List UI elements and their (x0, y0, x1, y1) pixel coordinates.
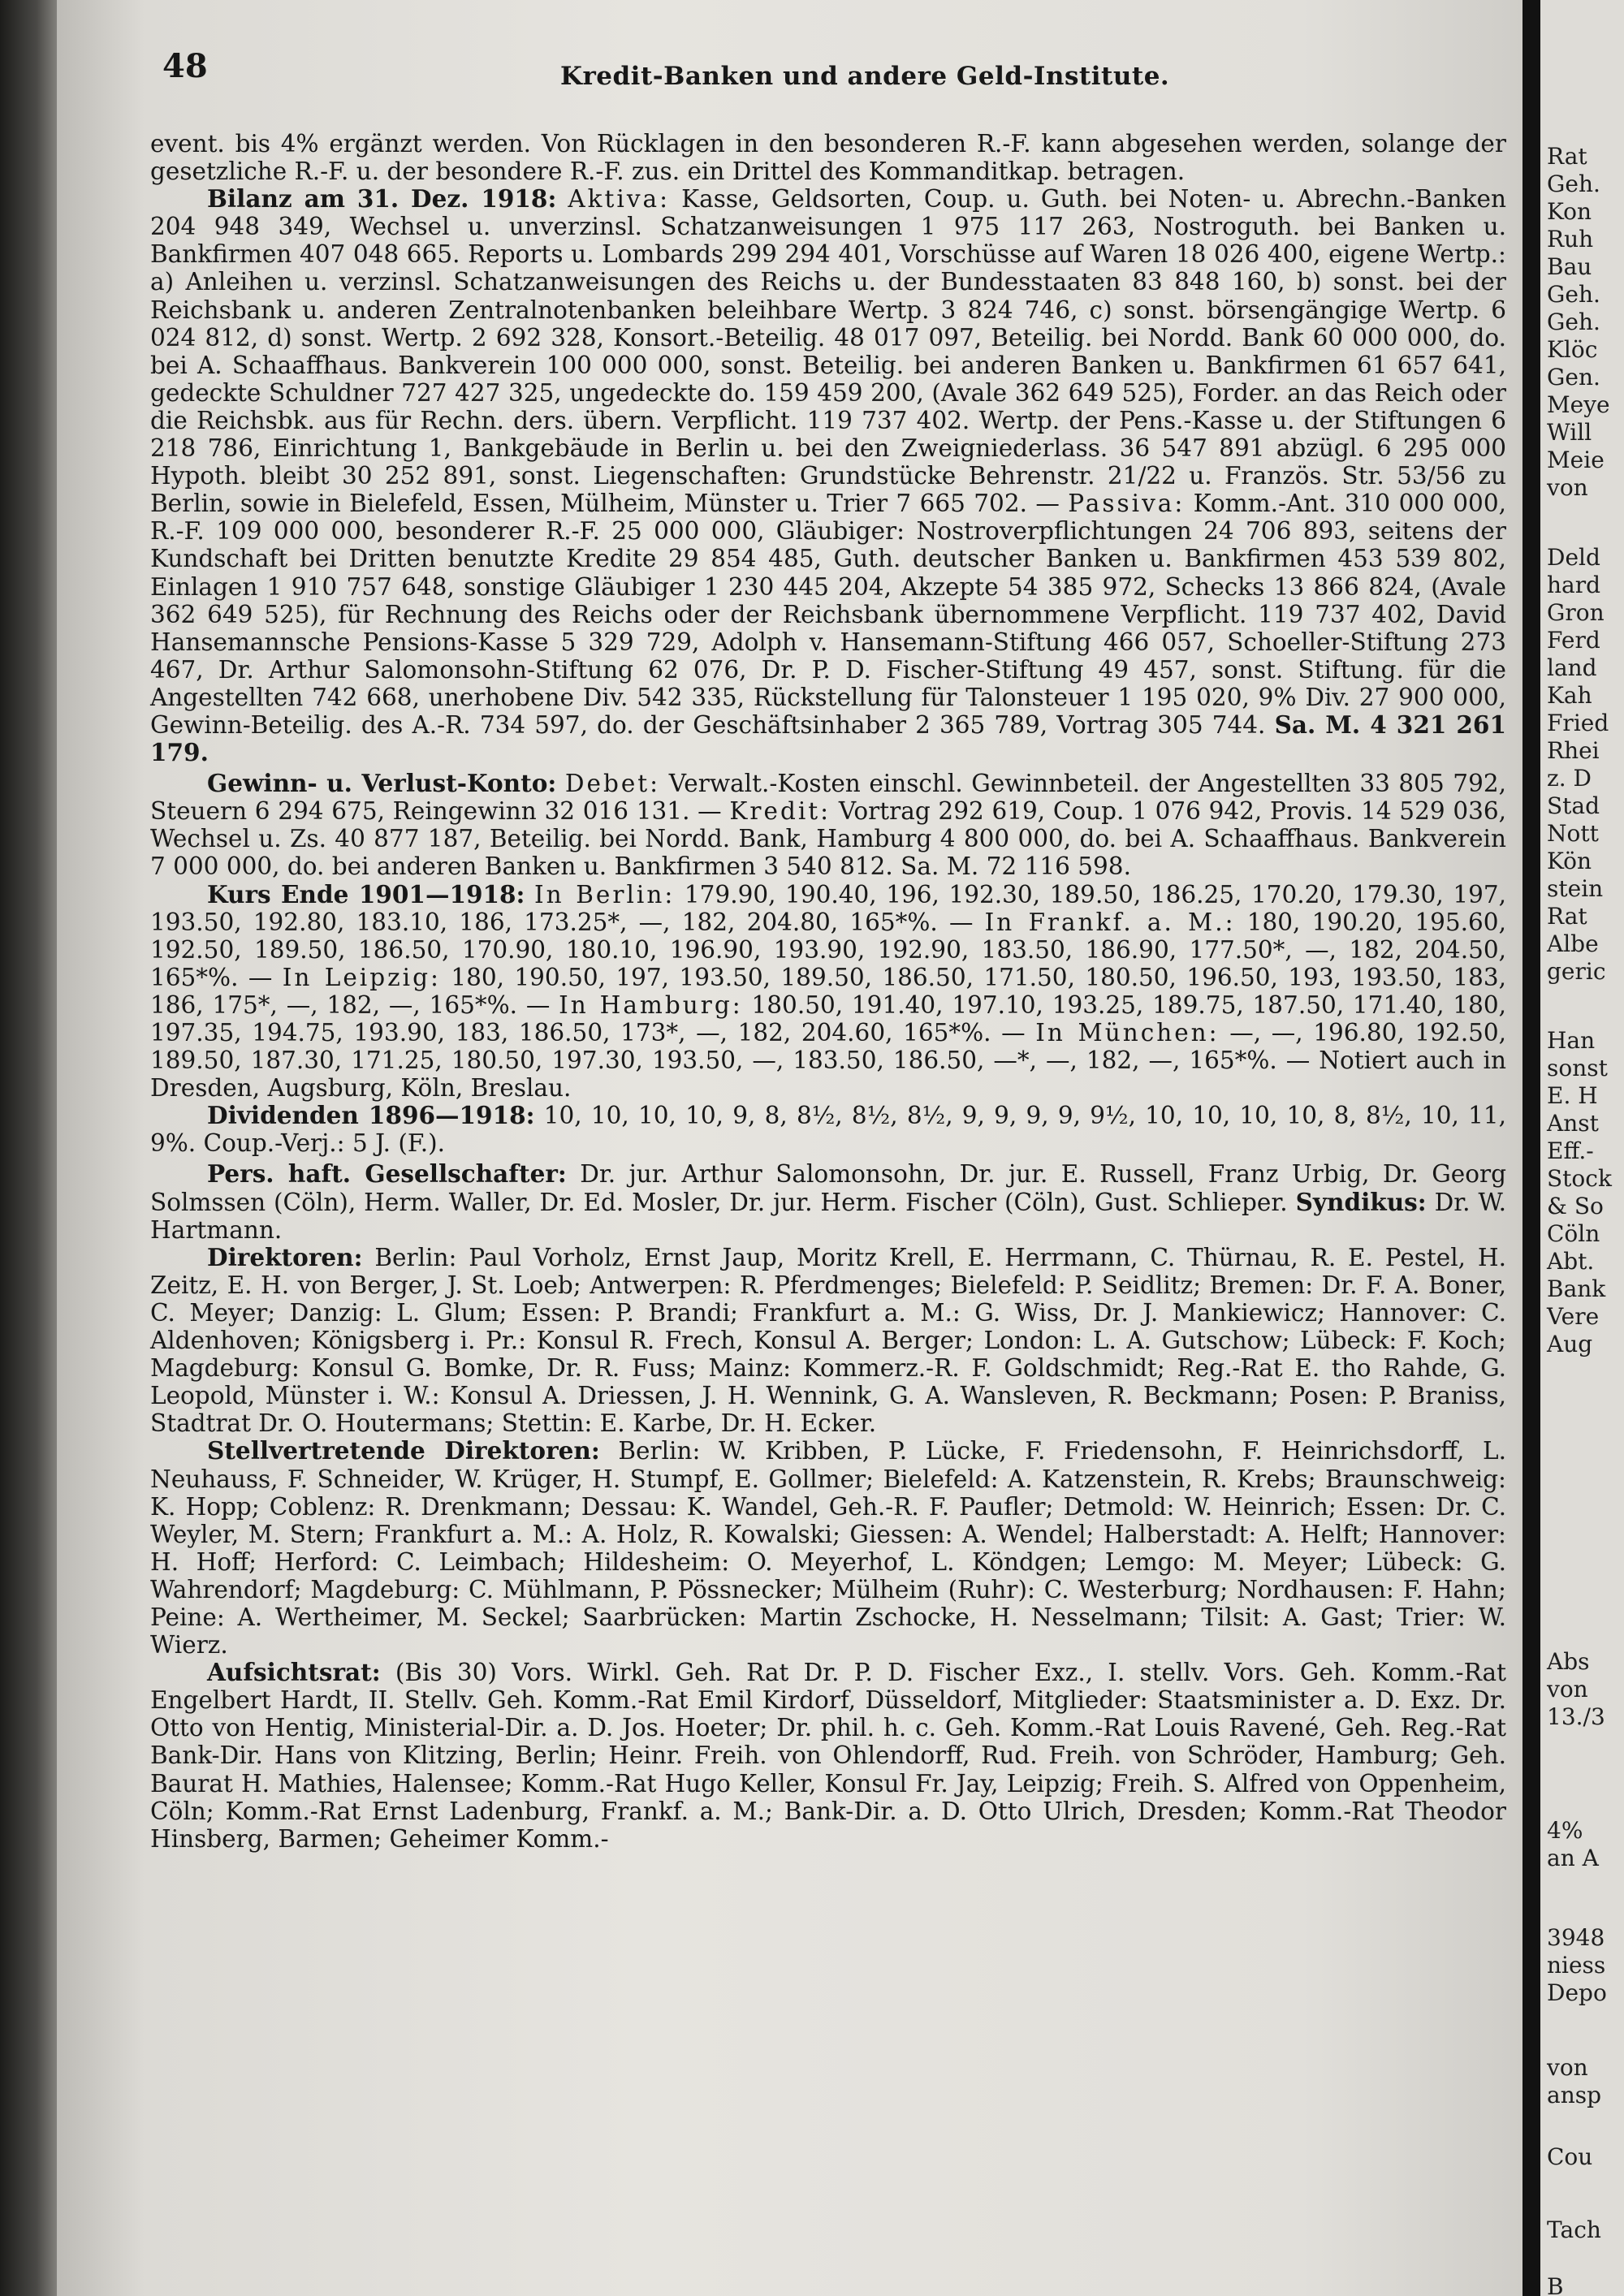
gesellschafter-text: Dr. jur. Arthur Salomonsohn, Dr. jur. E. Russell, Franz Urbig, Dr. Georg Solmssen (Cöln), Herm. Waller, Dr. Ed. Mosler, Dr. jur. Herm. Fischer (Cöln), Gust. Schlieper. (150, 1160, 1506, 1216)
next-page-fragment: B (1547, 2273, 1564, 2296)
next-page-fragment: Depo (1547, 1979, 1607, 2006)
next-page-fragment: Nott (1547, 820, 1599, 847)
bilanz-label: Bilanz am 31. Dez. 1918: (207, 184, 557, 214)
next-page-fragment: sonst (1547, 1055, 1608, 1081)
next-page-fragment: Meie (1547, 447, 1605, 473)
next-page-fragment: von (1547, 474, 1588, 501)
next-page-fragment: Abs (1547, 1648, 1590, 1675)
aktiva-text: Kasse, Geldsorten, Coup. u. Guth. bei Noten- u. Abrechn.-Banken 204 948 349, Wechsel u. unverzinsl. Schatzanweisungen 1 975 117 263, Nostroguth. bei Banken u. Bankfirmen 407 048 665. Reports u. Lombards 299 294 401, Vorschüsse auf Waren 18 026 400, eigene Wertp.: a) Anleihen u. verzinsl. Schatzanweisungen des Reichs u. der Bundesstaaten 83 848 160, b) sonst. bei der Reichsbank u. anderen Zentralnotenbanken beleihbare Wertp. 3 824 746, c) sonst. börsengängige Wertp. 6 024 812, d) sonst. Wertp. 2 692 328, Konsort.-Beteilig. 48 017 097, Beteilig. bei Nordd. Bank 60 000 000, do. bei A. Schaaffhaus. Bankverein 100 000 000, sonst. Beteilig. bei anderen Banken u. Bankfirmen 61 657 641, gedeckte Schuldner 727 427 325, ungedeckte do. 159 459 200, (Avale 362 649 525), Forder. an das Reich oder die Reichsbk. aus für Rechn. ders. übern. Verpflicht. 119 737 402. Wertp. der Pens.-Kasse u. der Stiftungen 6 218 786, Einrichtung 1, Bankgebäude in Berlin u. bei den Zweigniederlass. 36 547 891 abzügl. 6 295 000 Hypoth. bleibt 30 252 891, sonst. Liegenschaften: Grundstücke Behrenstr. 21/22 u. Französ. Str. 53/56 zu Berlin, sowie in Bielefeld, Essen, Mülheim, Münster u. Trier 7 665 702. — (150, 185, 1506, 518)
kurs-muenchen-label: In München: (1035, 1019, 1220, 1047)
book-gutter (1522, 0, 1540, 2296)
next-page-edge (1540, 0, 1624, 2296)
debet-text: Verwalt.-Kosten einschl. Gewinnbeteil. der Angestellten 33 805 792, Steuern 6 294 675, Reingewinn 32 016 131. — (150, 770, 1506, 826)
kurs-berlin-values: 179.90, 190.40, 196, 192.30, 189.50, 186.25, 170.20, 179.30, 197, 193.50, 192.80, 183.10, 186, 173.25*, —, 182, 204.80, 165*%. — (150, 880, 1507, 936)
next-page-fragment: Geh. (1547, 170, 1600, 197)
next-page-fragment: Cöln (1547, 1220, 1600, 1247)
next-page-fragment: stein (1547, 875, 1604, 902)
bilanz-section (150, 185, 1506, 766)
next-page-fragment: Vere (1547, 1303, 1600, 1330)
stellvertretende-text: Berlin: W. Kribben, P. Lücke, F. Friedensohn, F. Heinrichsdorff, L. Neuhauss, F. Schneider, W. Krüger, H. Stumpf, E. Gollmer; Bielefeld: A. Katzenstein, R. Krebs; Braunschweig: K. Hopp; Coblenz: R. Drenkmann; Dessau: K. Wandel, Geh.-R. F. Paufler; Detmold: W. Heinrich; Essen: Dr. C. Weyler, M. Stern; Frankfurt a. M.: A. Holz, R. Kowalski; Giessen: A. Wendel; Halberstadt: A. Helft; Hannover: H. Hoff; Herford: C. Leimbach; Hildesheim: O. Meyerhof, L. Köndgen; Lemgo: M. Meyer; Lübeck: G. Wahrendorf; Magdeburg: C. Mühlmann, P. Pössnecker; Mülheim (Ruhr): C. Westerburg; Nordhausen: F. Hahn; Peine: A. Wertheimer, M. Seckel; Saarbrücken: Martin Zschocke, H. Nesselmann; Tilsit: A. Gast; Trier: W. Wierz. (150, 1437, 1506, 1659)
next-page-fragment: Albe (1547, 930, 1599, 957)
next-page-fragment: Tach (1547, 2216, 1601, 2243)
dividenden-label: Dividenden 1896—1918: (207, 1101, 535, 1130)
guv-section (150, 770, 1506, 880)
guv-total: Sa. M. 72 116 598. (901, 852, 1131, 881)
next-page-fragment: & So (1547, 1193, 1604, 1219)
scan-left-shadow (0, 0, 61, 2296)
next-page-fragment: z. D (1547, 765, 1592, 792)
book-page (57, 0, 1522, 2296)
direktoren-section (150, 1244, 1506, 1438)
next-page-fragment: Rhei (1547, 737, 1600, 764)
kurs-berlin-label: In Berlin: (534, 880, 676, 908)
next-page-fragment: Aug (1547, 1331, 1593, 1357)
debet-label: Debet: (564, 770, 661, 798)
next-page-fragment: Rat (1547, 903, 1587, 930)
next-page-fragment: Kon (1547, 198, 1592, 225)
next-page-fragment: von (1547, 2054, 1588, 2081)
intro-paragraph: event. bis 4% ergänzt werden. Von Rücklagen in den besonderen R.-F. kann abgesehen werden, solange der gesetzliche R.-F. u. der besondere R.-F. zus. ein Drittel des Kommanditkap. betragen. (150, 130, 1506, 186)
bilanz-total: Sa. M. 4 321 261 179. (150, 710, 1506, 767)
kurs-note: Notiert auch in Dresden, Augsburg, Köln, Breslau. (150, 1047, 1506, 1103)
next-page-fragment: Meye (1547, 391, 1610, 418)
next-page-fragment: Fried (1547, 710, 1609, 736)
guv-label: Gewinn- u. Verlust-Konto: (207, 769, 557, 798)
kurs-leipzig-label: In Leipzig: (282, 963, 441, 991)
kurs-frankfurt-label: In Frankf. a. M.: (984, 908, 1236, 936)
next-page-fragment: Geh. (1547, 281, 1600, 308)
next-page-fragment: Kön (1547, 848, 1592, 874)
next-page-fragment: Geh. (1547, 309, 1600, 335)
next-page-fragment: 13./3 (1547, 1703, 1605, 1730)
next-page-fragment: Klöc (1547, 336, 1598, 363)
next-page-fragment: E. H (1547, 1082, 1598, 1109)
dividenden-section (150, 1102, 1506, 1157)
next-page-fragment: Han (1547, 1027, 1596, 1054)
dividenden-values: 10, 10, 10, 10, 9, 8, 8½, 8½, 8½, 9, 9, 9, 9, 9½, 10, 10, 10, 10, 8, 8½, 10, 11, 9%. Coup.-Verj.: 5 J. (F.). (150, 1102, 1506, 1158)
next-page-fragment: Rat (1547, 143, 1587, 170)
running-title: Kredit-Banken und andere Geld-Institute. (560, 62, 1170, 91)
next-page-fragment: Deld (1547, 544, 1600, 571)
next-page-fragment: von (1547, 1676, 1588, 1703)
aktiva-label: Aktiva: (568, 185, 671, 214)
next-page-fragment: Gen. (1547, 364, 1600, 391)
next-page-fragment: Cou (1547, 2143, 1593, 2170)
passiva-label: Passiva: (1068, 490, 1186, 518)
next-page-fragment: Abt. (1547, 1248, 1595, 1275)
kurs-section (150, 881, 1506, 1103)
next-page-fragment: an A (1547, 1845, 1599, 1871)
next-page-fragment: 4% (1547, 1817, 1583, 1844)
next-page-fragment: Kah (1547, 682, 1592, 709)
next-page-fragment: Bank (1547, 1275, 1606, 1302)
page-number: 48 (162, 47, 208, 85)
next-page-fragment: Gron (1547, 599, 1605, 626)
next-page-fragment: land (1547, 654, 1597, 681)
kredit-label: Kredit: (729, 797, 831, 826)
next-page-fragment: Stock (1547, 1165, 1612, 1192)
page-body (150, 130, 1506, 1853)
next-page-fragment: Will (1547, 419, 1592, 446)
stellvertretende-section (150, 1437, 1506, 1659)
next-page-fragment: Ruh (1547, 226, 1594, 252)
next-page-fragment: Anst (1547, 1110, 1599, 1137)
next-page-fragment: 3948 (1547, 1924, 1605, 1951)
next-page-fragment: Eff.- (1547, 1137, 1594, 1164)
gesellschafter-section (150, 1160, 1506, 1243)
kurs-hamburg-values: 180.50, 191.40, 197.10, 193.25, 189.75, 187.50, 171.40, 180, 197.35, 194.75, 193.90, 183, 186.50, 173*, —, 182, 204.60, 165*%. — (150, 990, 1506, 1047)
kurs-muenchen-values: —, —, 196.80, 192.50, 189.50, 187.30, 171.25, 180.50, 197.30, 193.50, —, 183.50, 186.50, —*, —, 182, —, 165*%. — (150, 1019, 1506, 1075)
next-page-fragment: Bau (1547, 253, 1592, 280)
next-page-fragment: ansp (1547, 2082, 1602, 2108)
stellvertretende-label: Stellvertretende Direktoren: (207, 1436, 600, 1465)
next-page-fragment: niess (1547, 1952, 1606, 1979)
direktoren-label: Direktoren: (207, 1242, 363, 1271)
kurs-leipzig-values: 180, 190.50, 197, 193.50, 189.50, 186.50, 171.50, 180.50, 196.50, 193, 193.50, 183, 186, 175*, —, 182, —, 165*%. — (150, 963, 1506, 1019)
gesellschafter-label: Pers. haft. Gesellschafter: (207, 1159, 567, 1189)
aufsichtsrat-section (150, 1659, 1506, 1853)
kurs-frankfurt-values: 180, 190.20, 195.60, 192.50, 189.50, 186.50, 170.90, 180.10, 196.90, 193.90, 192.90, 183.50, 186.90, 177.50*, —, 182, 204.50, 165*%. — (150, 908, 1506, 991)
next-page-fragment: geric (1547, 958, 1606, 985)
syndikus-label: Syndikus: (1295, 1187, 1427, 1216)
next-page-fragment: hard (1547, 572, 1601, 598)
next-page-fragment: Ferd (1547, 627, 1600, 654)
kurs-label: Kurs Ende 1901—1918: (207, 879, 525, 908)
passiva-text: Komm.-Ant. 310 000 000, R.-F. 109 000 000, besonderer R.-F. 25 000 000, Gläubiger: Nostroverpflichtungen 24 706 893, seitens der Kundschaft bei Dritten benutzte Kredite 29 854 485, Guth. deutscher Banken u. Bankfirmen 453 539 802, Einlagen 1 910 757 648, sonstige Gläubiger 1 230 445 204, Akzepte 54 385 972, Schecks 13 866 824, (Avale 362 649 525), für Rechnung des Reichs oder der Reichsbank übernommene Verpflicht. 119 737 402, David Hansemannsche Pensions-Kasse 5 329 729, Adolph v. Hansemann-Stiftung 466 057, Schoeller-Stiftung 273 467, Dr. Arthur Salomonsohn-Stiftung 62 076, Dr. P. D. Fischer-Stiftung 49 457, sonst. Stiftung. für die Angestellten 742 668, unerhobene Div. 542 335, Rückstellung für Talonsteuer 1 195 020, 9% Div. 27 900 000, Gewinn-Beteilig. des A.-R. 734 597, do. der Geschäftsinhaber 2 365 789, Vortrag 305 744. (150, 490, 1506, 739)
aufsichtsrat-text: (Bis 30) Vors. Wirkl. Geh. Rat Dr. P. D. Fischer Exz., I. stellv. Vors. Geh. Komm.-Rat Engelbert Hardt, II. Stellv. Geh. Komm.-Rat Emil Kirdorf, Düsseldorf, Mitglieder: Staatsminister a. D. Exz. Dr. Otto von Hentig, Ministerial-Dir. a. D. Jos. Hoeter; Dr. phil. h. c. Geh. Komm.-Rat Louis Ravené, Geh. Reg.-Rat Bank-Dir. Hans von Klitzing, Berlin; Heinr. Freih. von Ohlendorff, Rud. Freih. von Schröder, Hamburg; Geh. Baurat H. Mathies, Halensee; Komm.-Rat Hugo Keller, Konsul Fr. Jay, Leipzig; Freih. S. Alfred von Oppenheim, Cöln; Komm.-Rat Ernst Ladenburg, Frankf. a. M.; Bank-Dir. a. D. Otto Ulrich, Dresden; Komm.-Rat Theodor Hinsberg, Barmen; Geheimer Komm.- (150, 1659, 1506, 1853)
syndikus-text: Dr. W. Hartmann. (150, 1188, 1506, 1244)
direktoren-text: Berlin: Paul Vorholz, Ernst Jaup, Moritz Krell, E. Herrmann, C. Thürnau, R. E. Pestel, H. Zeitz, E. H. von Berger, J. St. Loeb; Antwerpen: R. Pferdmenges; Bielefeld: P. Seidlitz; Bremen: Dr. F. A. Boner, C. Meyer; Danzig: L. Glum; Essen: P. Brandi; Frankfurt a. M.: G. Wiss, Dr. J. Mankiewicz; Hannover: C. Aldenhoven; Königsberg i. Pr.: Konsul R. Frech, Konsul A. Berger; London: L. A. Gutschow; Lübeck: F. Koch; Magdeburg: Konsul G. Bomke, Dr. R. Fuss; Mainz: Kommerz.-R. F. Goldschmidt; Reg.-Rat E. tho Rahde, G. Leopold, Münster i. W.: Konsul A. Driessen, J. H. Wennink, G. A. Wansleven, R. Beckmann; Posen: P. Braniss, Stadtrat Dr. O. Houtermans; Stettin: E. Karbe, Dr. H. Ecker. (150, 1243, 1506, 1438)
next-page-fragment: Stad (1547, 792, 1600, 819)
aufsichtsrat-label: Aufsichtsrat: (207, 1658, 381, 1687)
kurs-hamburg-label: In Hamburg: (559, 990, 743, 1019)
kredit-text: Vortrag 292 619, Coup. 1 076 942, Provis. 14 529 036, Wechsel u. Zs. 40 877 187, Beteilig. bei Nordd. Bank, Hamburg 4 800 000, do. bei A. Schaaffhaus. Bankverein 7 000 000, do. bei anderen Banken u. Bankfirmen 3 540 812. (150, 797, 1506, 881)
